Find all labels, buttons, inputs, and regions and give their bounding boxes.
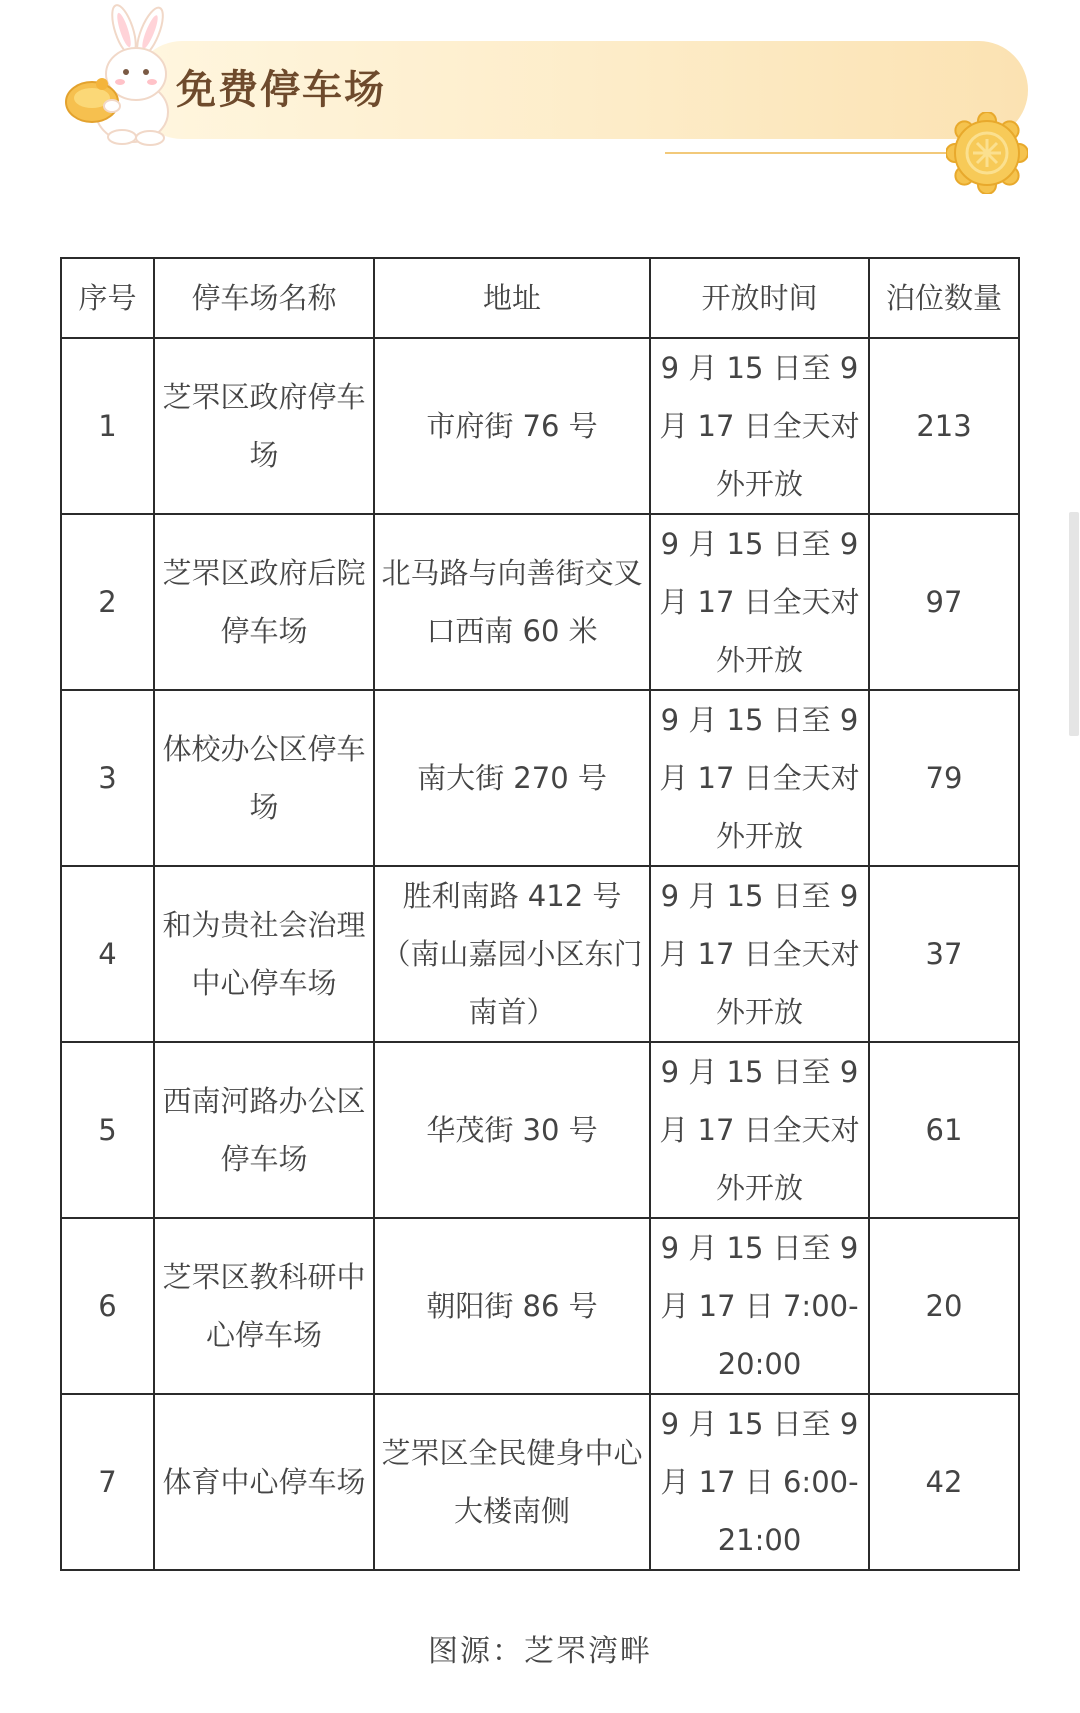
spot-count: 20 (869, 1218, 1019, 1394)
parking-name: 体校办公区停车场 (154, 690, 374, 866)
table-row (61, 1042, 1019, 1218)
spot-count: 213 (869, 338, 1019, 514)
rabbit-icon (52, 2, 192, 147)
table-row (61, 1394, 1019, 1570)
page-title: 免费停车场 (176, 67, 386, 113)
table-row (61, 866, 1019, 1042)
spot-count: 37 (869, 866, 1019, 1042)
scrollbar-thumb[interactable] (1069, 512, 1079, 736)
image-source-caption: 图源：芝罘湾畔 (428, 1634, 652, 1669)
spot-count: 42 (869, 1394, 1019, 1570)
mooncake-icon (946, 112, 1028, 194)
row-index: 3 (61, 690, 154, 866)
column-header: 开放时间 (650, 258, 869, 338)
parking-address: 朝阳街 86 号 (374, 1218, 650, 1394)
divider (665, 152, 950, 154)
parking-name: 和为贵社会治理中心停车场 (154, 866, 374, 1042)
row-index: 7 (61, 1394, 154, 1570)
open-hours: 9 月 15 日至 9 月 17 日全天对外开放 (650, 690, 869, 866)
spot-count: 79 (869, 690, 1019, 866)
column-header: 地址 (374, 258, 650, 338)
scrollbar[interactable] (1068, 0, 1080, 1713)
column-header: 停车场名称 (154, 258, 374, 338)
row-index: 6 (61, 1218, 154, 1394)
parking-name: 西南河路办公区停车场 (154, 1042, 374, 1218)
parking-address: 胜利南路 412 号（南山嘉园小区东门南首） (374, 866, 650, 1042)
open-hours: 9 月 15 日至 9 月 17 日 6:00-21:00 (650, 1394, 869, 1570)
parking-table (60, 257, 1020, 1571)
row-index: 4 (61, 866, 154, 1042)
parking-address: 北马路与向善街交叉口西南 60 米 (374, 514, 650, 690)
parking-address: 市府街 76 号 (374, 338, 650, 514)
parking-address: 芝罘区全民健身中心大楼南侧 (374, 1394, 650, 1570)
open-hours: 9 月 15 日至 9 月 17 日 7:00-20:00 (650, 1218, 869, 1394)
column-header: 序号 (61, 258, 154, 338)
parking-name: 芝罘区教科研中心停车场 (154, 1218, 374, 1394)
open-hours: 9 月 15 日至 9 月 17 日全天对外开放 (650, 514, 869, 690)
open-hours: 9 月 15 日至 9 月 17 日全天对外开放 (650, 338, 869, 514)
table-row (61, 338, 1019, 514)
column-header: 泊位数量 (869, 258, 1019, 338)
parking-name: 芝罘区政府停车场 (154, 338, 374, 514)
row-index: 2 (61, 514, 154, 690)
open-hours: 9 月 15 日至 9 月 17 日全天对外开放 (650, 866, 869, 1042)
table-header-row (61, 258, 1019, 338)
table-row (61, 690, 1019, 866)
open-hours: 9 月 15 日至 9 月 17 日全天对外开放 (650, 1042, 869, 1218)
spot-count: 61 (869, 1042, 1019, 1218)
parking-name: 芝罘区政府后院停车场 (154, 514, 374, 690)
spot-count: 97 (869, 514, 1019, 690)
parking-address: 南大街 270 号 (374, 690, 650, 866)
table-row (61, 1218, 1019, 1394)
parking-name: 体育中心停车场 (154, 1394, 374, 1570)
row-index: 5 (61, 1042, 154, 1218)
table-row (61, 514, 1019, 690)
parking-address: 华茂街 30 号 (374, 1042, 650, 1218)
row-index: 1 (61, 338, 154, 514)
